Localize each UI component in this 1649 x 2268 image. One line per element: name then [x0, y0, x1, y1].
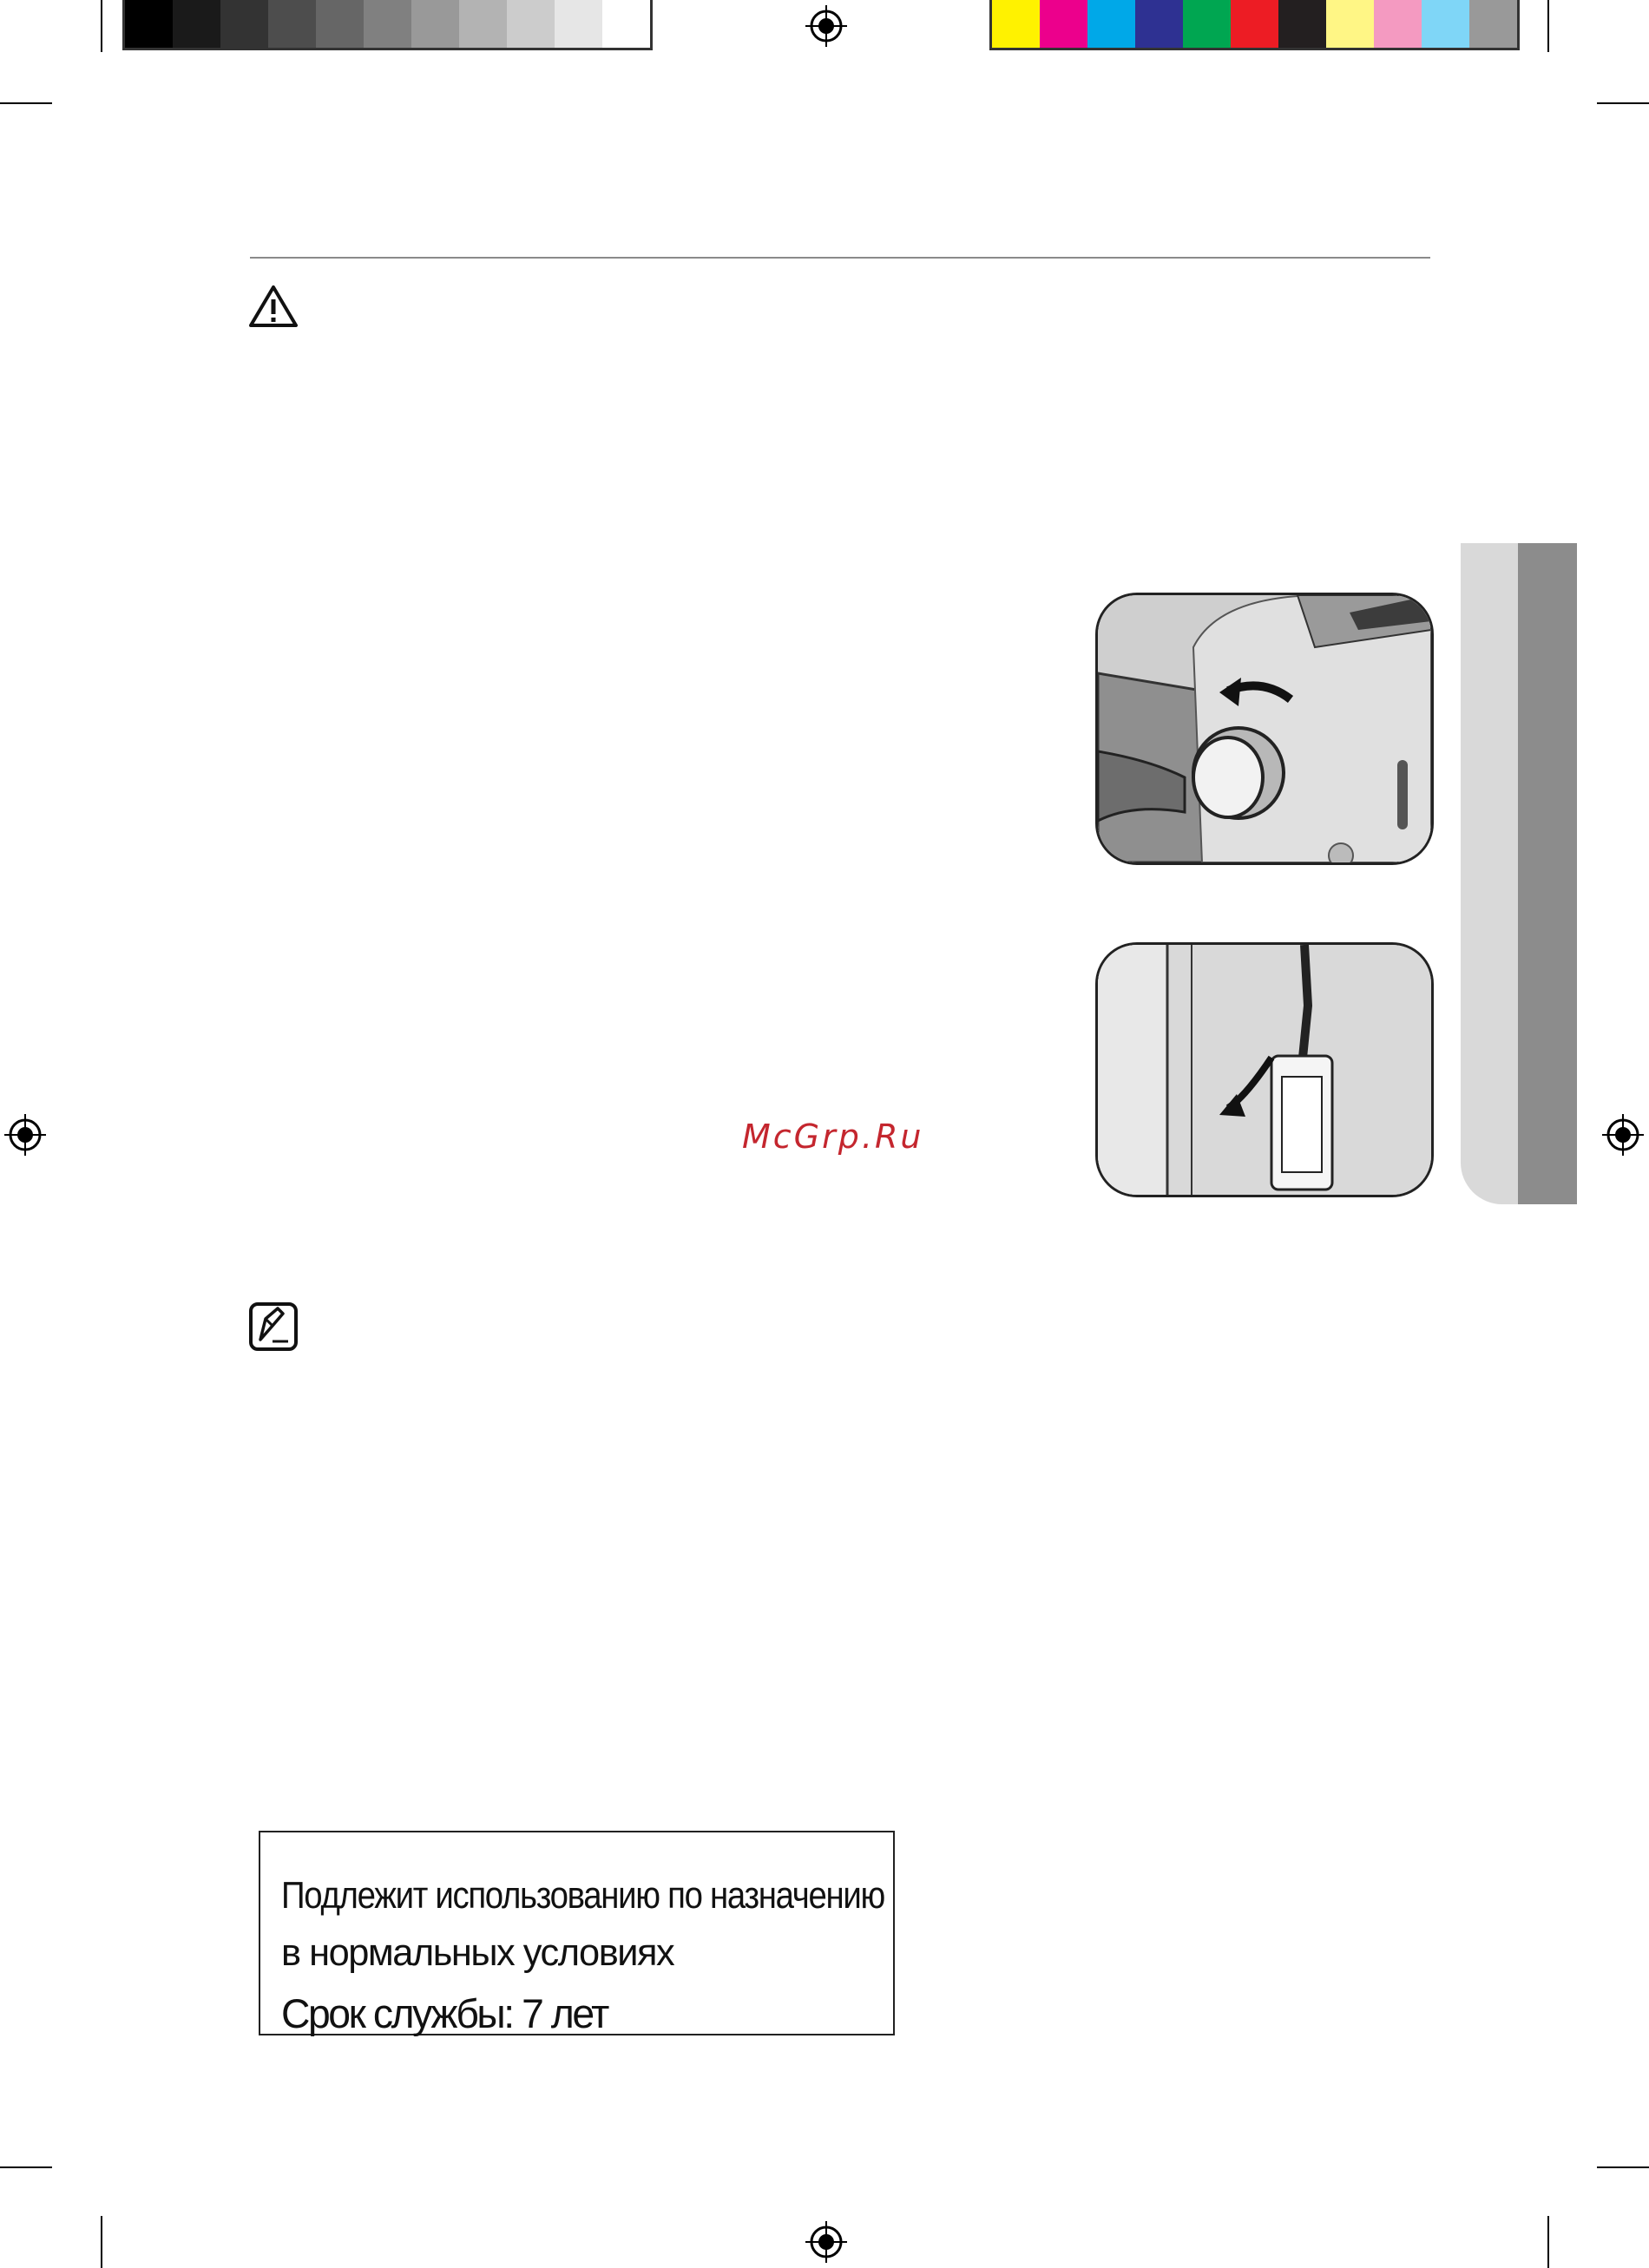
process-swatch-7 [1278, 0, 1326, 48]
grayscale-swatch-2 [173, 0, 220, 48]
process-color-bar [989, 0, 1520, 50]
grayscale-swatch-3 [220, 0, 268, 48]
watermark: McGrp.Ru [742, 1118, 924, 1156]
registration-mark-icon [805, 5, 847, 47]
grayscale-swatch-5 [316, 0, 364, 48]
grayscale-swatch-1 [125, 0, 173, 48]
service-life-line: Срок службы: 7 лет [281, 1990, 608, 2036]
header-rule [250, 257, 1430, 259]
grayscale-swatch-4 [268, 0, 316, 48]
usage-condition-line-2: в нормальных условиях [281, 1931, 674, 1974]
grayscale-swatch-7 [411, 0, 459, 48]
grayscale-color-bar [122, 0, 653, 50]
crop-mark-top-left-h [0, 102, 52, 104]
process-swatch-2 [1040, 0, 1087, 48]
crop-mark-top-right-v [1547, 0, 1549, 52]
process-swatch-6 [1231, 0, 1278, 48]
grayscale-swatch-9 [507, 0, 555, 48]
service-life-box [259, 1831, 895, 2035]
process-swatch-11 [1469, 0, 1517, 48]
registration-mark-icon [805, 2221, 847, 2263]
process-swatch-9 [1374, 0, 1422, 48]
note-pencil-icon [248, 1301, 299, 1352]
cap-removal-illustration [1098, 595, 1431, 862]
grayscale-swatch-6 [364, 0, 411, 48]
crop-mark-bottom-left-v [101, 2216, 102, 2268]
usage-condition-line-1: Подлежит использованию по назначению [281, 1874, 884, 1917]
process-swatch-10 [1422, 0, 1469, 48]
hanging-tag-illustration [1098, 945, 1431, 1195]
crop-mark-bottom-right-h [1597, 2166, 1649, 2168]
crop-mark-top-right-h [1597, 102, 1649, 104]
grayscale-swatch-10 [555, 0, 602, 48]
process-swatch-1 [992, 0, 1040, 48]
figure-hanging-tag [1095, 942, 1434, 1197]
registration-mark-icon [4, 1114, 46, 1156]
side-chapter-tab-light [1461, 543, 1518, 1204]
crop-mark-bottom-right-v [1547, 2216, 1549, 2268]
process-swatch-4 [1135, 0, 1183, 48]
crop-mark-bottom-left-h [0, 2166, 52, 2168]
process-swatch-3 [1087, 0, 1135, 48]
process-swatch-5 [1183, 0, 1231, 48]
side-chapter-tab-dark [1518, 543, 1577, 1204]
process-swatch-8 [1326, 0, 1374, 48]
warning-triangle-icon [248, 285, 299, 328]
registration-mark-icon [1602, 1114, 1644, 1156]
figure-cap-removal [1095, 593, 1434, 865]
grayscale-swatch-8 [459, 0, 507, 48]
grayscale-swatch-11 [602, 0, 650, 48]
crop-mark-top-left-v [101, 0, 102, 52]
